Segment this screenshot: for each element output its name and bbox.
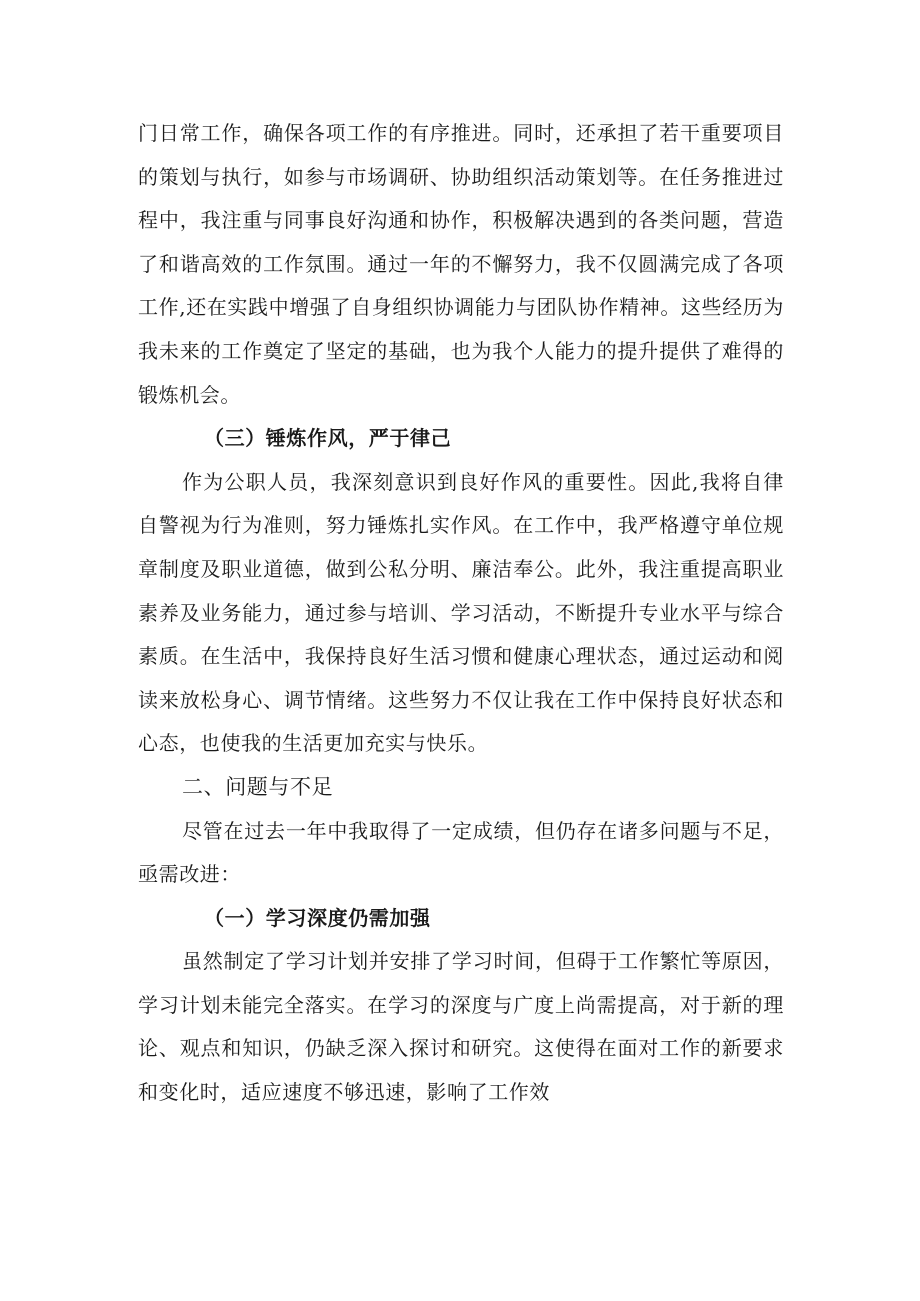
paragraph-work-style: 作为公职人员，我深刻意识到良好作风的重要性。因此,我将自律自警视为行为准则，努力锤炼扎实作风。在工作中，我严格遵守单位规章制度及职业道德，做到公私分明、廉洁奉公。此外，我注重提高职业素养及业务能力，通过参与培训、学习活动，不断提升专业水平与综合素质。在生活中，我保持良好生活习惯和健康心理状态，通过运动和阅读来放松身心、调节情绪。这些努力不仅让我在工作中保持良好状态和心态，也使我的生活更加充实与快乐。: [138, 469, 784, 756]
paragraph-work-summary: 门日常工作，确保各项工作的有序推进。同时，还承担了若干重要项目的策划与执行，如参与市场调研、协助组织活动策划等。在任务推进过程中，我注重与同事良好沟通和协作，积极解决遇到的各类问题，营造了和谐高效的工作氛围。通过一年的不懈努力，我不仅圆满完成了各项工作,还在实践中增强了自身组织协调能力与团队协作精神。这些经历为我未来的工作奠定了坚定的基础，也为我个人能力的提升提供了难得的锻炼机会。: [138, 121, 784, 407]
section-title-problems: 二、问题与不足: [182, 774, 334, 799]
document-body: [138, 112, 784, 1115]
subheading-study-depth: （一）学习深度仍需加强: [204, 905, 431, 930]
paragraph-problems-intro: 尽管在过去一年中我取得了一定成绩，但仍存在诸多问题与不足，亟需改进：: [138, 818, 784, 887]
paragraph-study-depth: 虽然制定了学习计划并安排了学习时间，但碍于工作繁忙等原因，学习计划未能完全落实。在学习的深度与广度上尚需提高，对于新的理论、观点和知识，仍缺乏深入探讨和研究。这使得在面对工作的新要求和变化时，适应速度不够迅速，影响了工作效: [138, 949, 784, 1105]
subheading-work-style: （三）锤炼作风，严于律己: [204, 426, 452, 451]
